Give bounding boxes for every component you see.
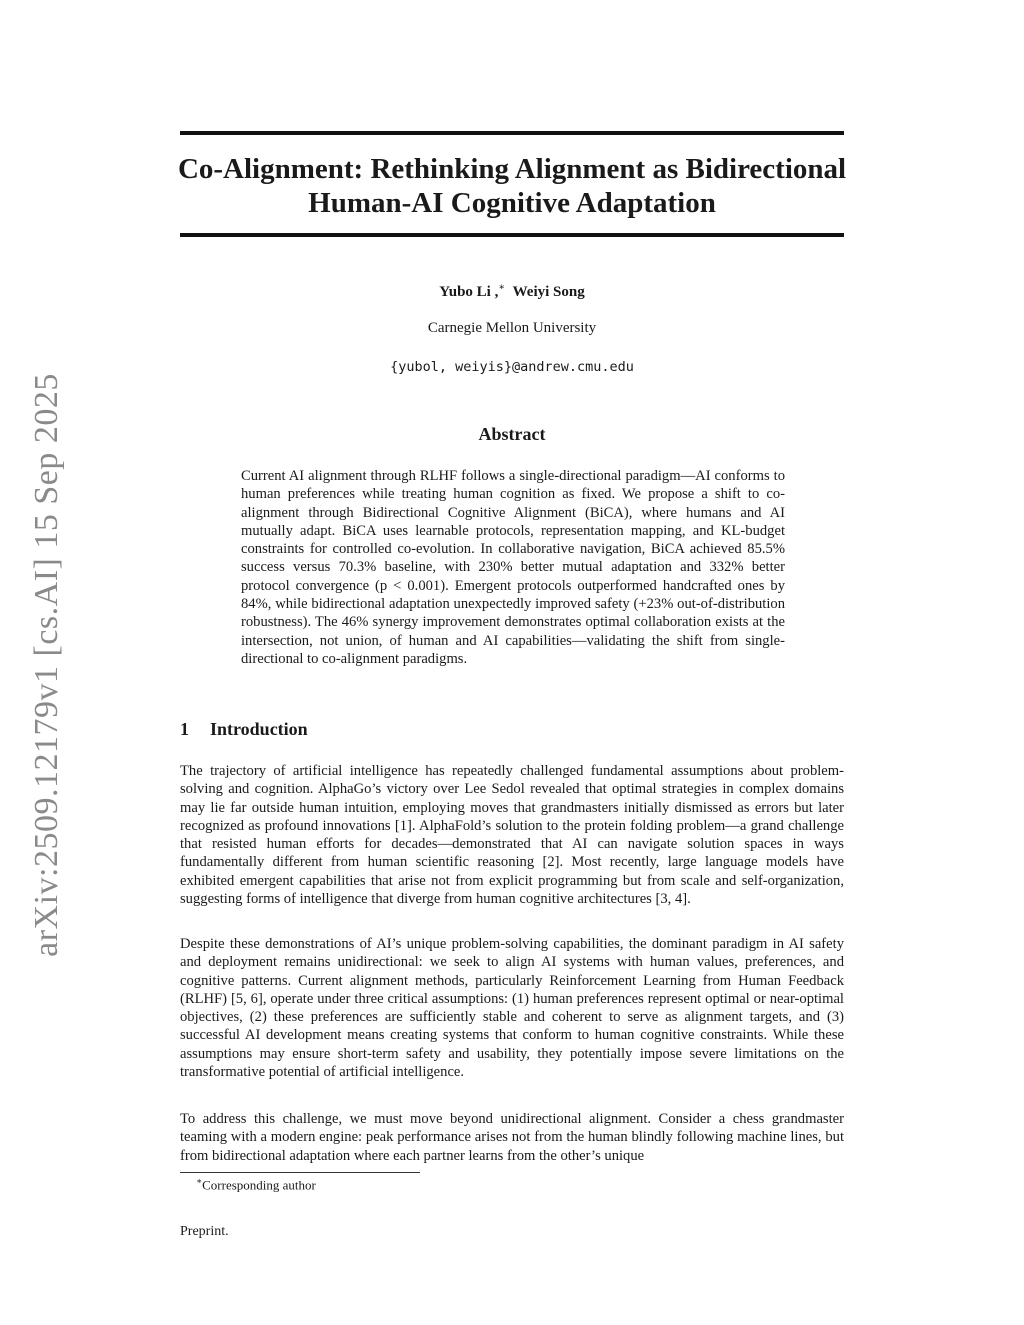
body-paragraph: The trajectory of artificial intelligence has repeatedly challenged fundamental assumptions about problem-solving and cognition. AlphaGo’s victory over Lee Sedol revealed that optimal strategies in complex domains may lie far outside human intuition, employing moves that grandmasters initially dismissed as errors but later recognized as profound innovations [1]. AlphaFold’s solution to the protein folding problem—a grand challenge that resisted human efforts for decades—demonstrated that AI can navigate solution spaces in ways fundamentally different from human scientific reasoning [2]. Most recently, large language models have exhibited emergent capabilities that arise not from explicit programming but from scale and self-organization, suggesting forms of intelligence that diverge from human cognitive architectures [3, 4].: [180, 763, 844, 908]
author-name: Weiyi Song: [512, 284, 585, 300]
body-paragraph: To address this challenge, we must move beyond unidirectional alignment. Consider a chess grandmaster teaming with a modern engine: peak performance arises not from the human blindly following machine lines, but from bidirectional adaptation where each partner learns from the other’s unique: [180, 1111, 844, 1164]
preprint-label: Preprint.: [180, 1224, 229, 1239]
author-list: Yubo Li ,∗ Weiyi Song: [439, 282, 585, 300]
section-title: Introduction: [210, 719, 308, 739]
author-name: Yubo Li: [439, 284, 491, 300]
title-bottom-rule: [180, 233, 844, 237]
arxiv-side-stamp: arXiv:2509.12179v1 [cs.AI] 15 Sep 2025: [28, 373, 65, 957]
footnote-rule: [180, 1172, 420, 1173]
corresponding-mark: ∗: [498, 282, 506, 293]
paper-title: [160, 152, 864, 220]
section-heading: [180, 719, 308, 740]
footnote-text: Corresponding author: [202, 1177, 316, 1193]
affiliation: Carnegie Mellon University: [427, 320, 597, 336]
footnote-mark: ∗: [196, 1176, 203, 1186]
title-top-rule: [180, 131, 844, 135]
title-line-1: Co-Alignment: Rethinking Alignment as Bidirectional: [177, 153, 847, 185]
author-email: {yubol, weiyis}@andrew.cmu.edu: [390, 359, 634, 375]
abstract-text: Current AI alignment through RLHF follows a single-directional paradigm—AI conforms to human preferences while treating human cognition as fixed. We propose a shift to co-alignment through Bidirectional Cognitive Alignment (BiCA), where humans and AI mutually adapt. BiCA uses learnable protocols, representation mapping, and KL-budget constraints for controlled co-evolution. In collaborative navigation, BiCA achieved 85.5% success versus 70.3% baseline, with 230% better mutual adaptation and 332% better protocol convergence (p < 0.001). Emergent protocols outperformed handcrafted ones by 84%, while bidirectional adaptation unexpectedly improved safety (+23% out-of-distribution robustness). The 46% synergy improvement demonstrates optimal collaboration exists at the intersection, not union, of human and AI capabilities—validating the shift from single-directional to co-alignment paradigms.: [241, 468, 785, 667]
abstract-heading: Abstract: [478, 424, 546, 444]
title-line-2: Human-AI Cognitive Adaptation: [308, 187, 716, 219]
footnote: [196, 1176, 316, 1193]
section-number: 1: [180, 719, 189, 739]
body-paragraph: Despite these demonstrations of AI’s unique problem-solving capabilities, the dominant paradigm in AI safety and deployment remains unidirectional: we seek to align AI systems with human values, preferences, and cognitive patterns. Current alignment methods, particularly Reinforcement Learning from Human Feedback (RLHF) [5, 6], operate under three critical assumptions: (1) human preferences represent optimal or near-optimal objectives, (2) these preferences are sufficiently stable and coherent to serve as alignment targets, and (3) successful AI development means creating systems that conform to human cognitive constraints. While these assumptions may ensure short-term safety and usability, they potentially impose severe limitations on the transformative potential of artificial intelligence.: [180, 936, 844, 1081]
